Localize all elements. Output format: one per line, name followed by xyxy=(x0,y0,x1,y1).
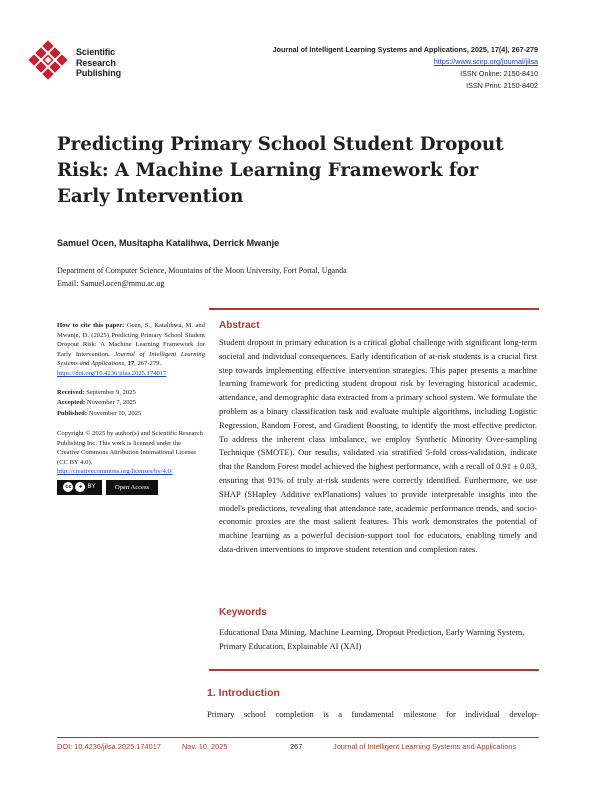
license-badges xyxy=(57,480,205,495)
cc-icon: cc xyxy=(63,482,73,492)
journal-citation: Journal of Intelligent Learning Systems and Applications, 2025, 17(4), 267-279 xyxy=(272,45,538,54)
person-icon: ● xyxy=(75,482,85,492)
received-value: September 9, 2025 xyxy=(84,388,136,396)
keywords-bottom-rule xyxy=(209,669,539,671)
introduction-text: Primary school completion is a fundamental milestone for individual develop- xyxy=(207,709,539,719)
cc-by-label: BY xyxy=(87,483,96,490)
issn-online: ISSN Online: 2150-8410 xyxy=(460,69,538,78)
publisher-name-line: Publishing xyxy=(76,68,121,78)
journal-meta xyxy=(273,44,538,92)
paper-title: Predicting Primary School Student Dropout Risk: A Machine Learning Framework for Early Intervention xyxy=(57,134,504,207)
cite-text: Ocen, S., Katalihwa, M. and Mwanje, D. (2025) Predicting Primary School Student Dropout Risk: A Machine Learning Framework for Early Intervention. xyxy=(57,322,205,358)
footer-rule xyxy=(57,737,539,738)
publisher-logo xyxy=(26,40,156,84)
cite-doi-link[interactable]: https://doi.org/10.4236/jilsa.2025.174017 xyxy=(57,369,167,377)
abstract-heading: Abstract xyxy=(219,320,260,331)
affiliation: Department of Computer Science, Mountains of the Moon University, Fort Portal, Uganda xyxy=(57,266,347,275)
author-email: Email: Samuel.ocen@mmu.ac.ug xyxy=(57,279,165,288)
abstract-text: Student dropout in primary education is a critical global challenge with significant long-term societal and individual consequences. Early identification of at-risk students is a crucial first step towards implementing effective intervention strategies. This paper presents a machine learning framework for predicting student dropout risk by leveraging historical academic, attendance, and demographic data extracted from a primary school system. We formulate the problem as a binary classification task and evaluate multiple algorithms, including Logistic Regression, Random Forest, and Gradient Boosting, to identify the most effective predictor. To address the inherent class imbalance, we employ Synthetic Minority Over-sampling Technique (SMOTE). Our results, validated via stratified 5-fold cross-validation, indicate that the Random Forest model achieved the highest performance, with a recall of 0.91 ± 0.03, ensuring that 91% of truly at-risk students were correctly identified. Furthermore, we use SHAP (SHapley Additive exPlanations) values to provide interpretable insights into the model's predictions, revealing that attendance rate, academic performance trends, and socio-economic proxies are the most salient features. This work demonstrates the potential of machine learning as a powerful decision-support tool for educators, enabling timely and data-driven interventions to improve student retention and completion rates. xyxy=(219,337,537,554)
footer-doi: DOI: 10.4236/jilsa.2025.174017 xyxy=(57,742,161,751)
open-access-badge: Open Access xyxy=(106,480,158,495)
cite-pages: , 267-279. xyxy=(134,360,162,368)
published-date xyxy=(57,409,205,420)
issn-print: ISSN Print: 2150-8402 xyxy=(466,81,538,90)
publisher-name-line: Research xyxy=(76,57,116,68)
received-label: Received: xyxy=(57,388,85,396)
footer-journal: Journal of Intelligent Learning Systems and Applications xyxy=(333,742,517,751)
cc-by-badge[interactable] xyxy=(57,480,102,495)
cite-label: How to cite this paper: xyxy=(57,322,125,329)
keywords-text: Educational Data Mining, Machine Learning, Dropout Prediction, Early Warning System, Primary Education, Explainable AI (XAI) xyxy=(219,627,525,651)
article-info-sidebar xyxy=(57,321,205,504)
copyright-block xyxy=(57,429,205,495)
accepted-date xyxy=(57,398,205,409)
author-list: Samuel Ocen, Musitapha Katalihwa, Derrick Mwanje xyxy=(57,238,280,248)
keywords-heading: Keywords xyxy=(219,607,267,618)
publisher-name-line: Scientific xyxy=(76,47,116,57)
publisher-name xyxy=(76,47,121,79)
cite-journal: Journal of Intelligent Learning Systems and Applications xyxy=(57,350,205,368)
cite-volume: 17 xyxy=(127,360,135,368)
abstract-top-rule xyxy=(209,308,539,310)
copyright-text: Copyright © 2025 by author(s) and Scientific Research Publishing Inc. This work is licensed under the Creative Commons Attribution International License (CC BY 4.0). xyxy=(57,429,203,466)
affiliation-block xyxy=(57,264,347,290)
accepted-value: November 7, 2025 xyxy=(85,399,137,407)
footer-date: Nov. 10, 2025 xyxy=(182,742,228,751)
scirp-logo-icon xyxy=(26,40,72,84)
page-number: 267 xyxy=(290,742,303,751)
received-date xyxy=(57,388,205,399)
license-link[interactable]: http://creativecommons.org/licenses/by/4.0/ xyxy=(57,468,173,476)
how-to-cite xyxy=(57,321,205,379)
published-value: November 10, 2025 xyxy=(87,410,142,418)
introduction-heading: 1. Introduction xyxy=(207,687,280,699)
published-label: Published: xyxy=(57,410,88,418)
article-dates xyxy=(57,388,205,420)
accepted-label: Accepted: xyxy=(57,399,86,407)
cite-sep: , xyxy=(124,360,128,368)
journal-url-link[interactable]: https://www.scirp.org/journal/jilsa xyxy=(433,57,538,66)
